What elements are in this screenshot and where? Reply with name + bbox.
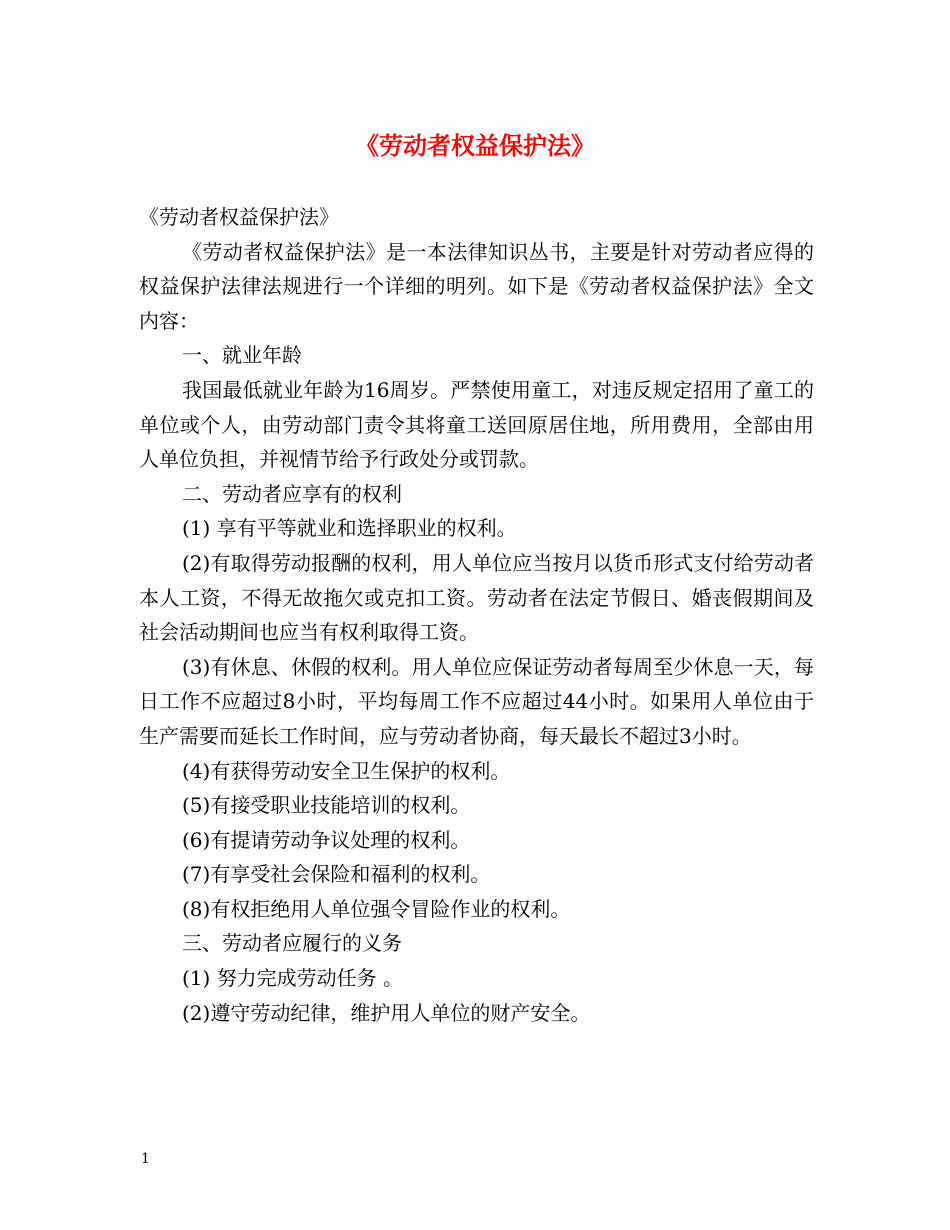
section-heading-employment-age: 一、就业年龄: [182, 343, 302, 368]
rights-item-5: (5)有接受职业技能培训的权利。: [182, 793, 471, 818]
obligations-item-1: (1) 努力完成劳动任务 。: [182, 966, 404, 991]
paragraph-employment-age: 我国最低就业年龄为16周岁。严禁使用童工，对违反规定招用了童工的单位或个人，由劳动部门责令其将童工送回原居住地，所用费用，全部由用人单位负担，并视情节给予行政处分或罚款。: [139, 377, 814, 472]
page-number: 1: [141, 1151, 150, 1167]
rights-item-3: (3)有休息、休假的权利。用人单位应保证劳动者每周至少休息一天，每日工作不应超过8小时，平均每周工作不应超过44小时。如果用人单位由于生产需要而延长工作时间，应与劳动者协商，每天最长不超过3小时。: [139, 654, 814, 748]
paragraph-heading-repeat: 《劳动者权益保护法》: [139, 205, 339, 229]
section-heading-obligations: 三、劳动者应履行的义务: [182, 931, 402, 956]
document-title: 《劳动者权益保护法》: [355, 131, 595, 160]
rights-item-4: (4)有获得劳动安全卫生保护的权利。: [182, 758, 511, 783]
rights-item-1: (1) 享有平等就业和选择职业的权利。: [182, 516, 517, 541]
rights-item-8: (8)有权拒绝用人单位强令冒险作业的权利。: [182, 896, 571, 921]
rights-item-6: (6)有提请劳动争议处理的权利。: [182, 827, 471, 852]
section-heading-rights: 二、劳动者应享有的权利: [182, 481, 402, 506]
rights-item-7: (7)有享受社会保险和福利的权利。: [182, 862, 491, 887]
document-body: [139, 200, 814, 1030]
paragraph-intro: 《劳动者权益保护法》是一本法律知识丛书，主要是针对劳动者应得的权益保护法律法规进行一个详细的明列。如下是《劳动者权益保护法》全文内容：: [139, 239, 814, 333]
obligations-item-2: (2)遵守劳动纪律，维护用人单位的财产安全。: [182, 1000, 591, 1025]
rights-item-2: (2)有取得劳动报酬的权利，用人单位应当按月以货币形式支付给劳动者本人工资，不得无故拖欠或克扣工资。劳动者在法定节假日、婚丧假期间及社会活动期间也应当有权利取得工资。: [139, 550, 814, 645]
